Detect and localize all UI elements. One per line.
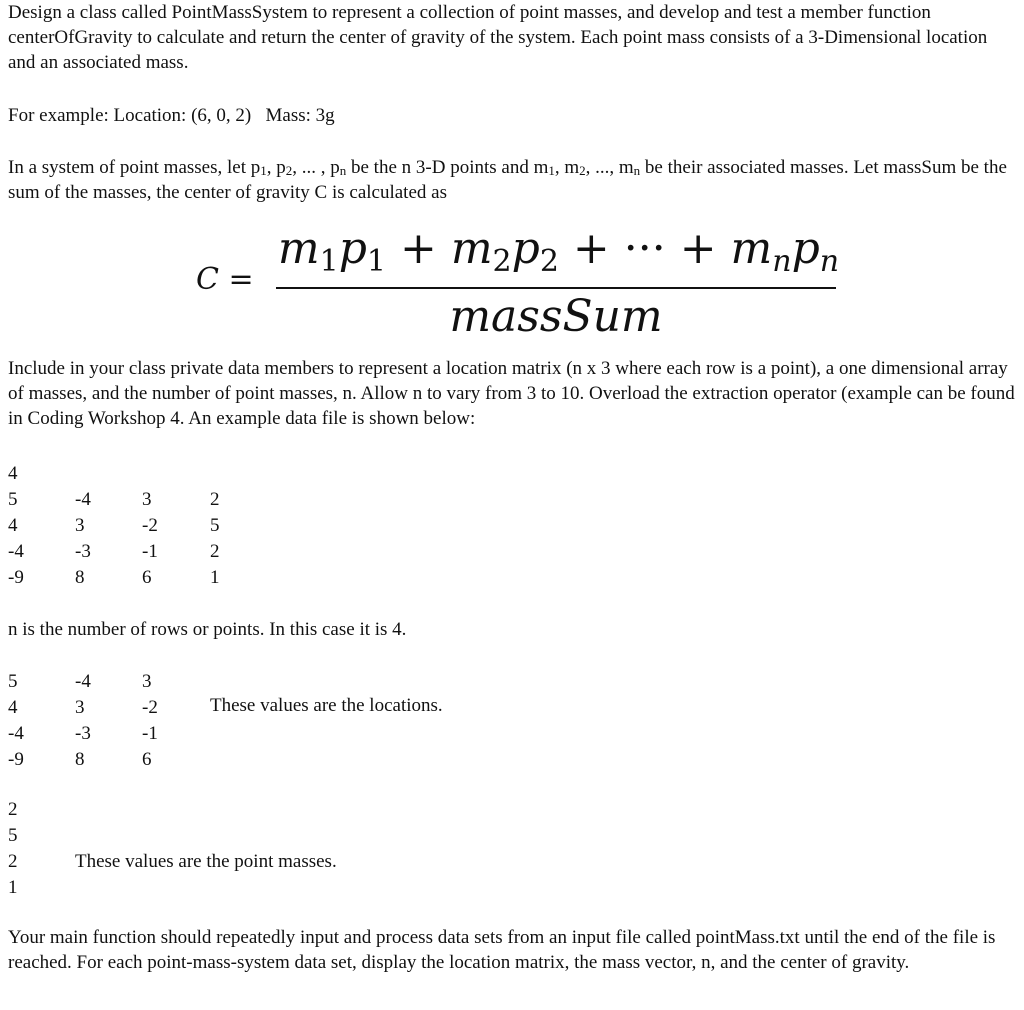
center-of-gravity-formula — [196, 222, 846, 342]
mass-value: 2 — [8, 851, 18, 872]
formula-numerator: $m_1p_1 + m_2p_2$ + ··· + $m_np_n$ — [277, 223, 840, 279]
system-paragraph: In a system of point masses, let $p_1$, $p_2$, ... , $p_n$ be the n 3-D points and $m_1$, $m_2$, ..., $m_n$ be their associated masses. Let massSum be the sum of the masses, the center of gravity C is calculated as — [8, 157, 1007, 203]
formula-denominator: massSum — [449, 291, 663, 342]
mass-value: 2 — [8, 799, 18, 820]
include-paragraph: Include in your class private data members to represent a location matrix (n x 3 where each row is a point), a one dimensional array of masses, and the number of point masses, n. Allow n to vary from 3 to 10. Overload the extraction operator (example can be found in Coding Workshop 4. An example data file is shown below: — [8, 358, 1015, 429]
mass-value: 1 — [8, 877, 18, 898]
mass-value: 5 — [8, 825, 18, 846]
formula-lhs: C = — [196, 262, 254, 297]
masses-note: These values are the point masses. — [75, 851, 337, 872]
main-function-paragraph: Your main function should repeatedly input and process data sets from an input file called pointMass.txt until the end of the file is reached. For each point-mass-system data set, display the location matrix, the mass vector, n, and the center of gravity. — [8, 927, 996, 973]
n-note: n is the number of rows or points. In this case it is 4. — [8, 619, 407, 640]
example-paragraph: For example: Location: (6, 0, 2) Mass: 3g — [8, 105, 335, 126]
data-file-n: 4 — [8, 463, 18, 484]
locations-note: These values are the locations. — [210, 695, 443, 716]
fraction-bar — [276, 287, 836, 289]
intro-paragraph: Design a class called PointMassSystem to represent a collection of point masses, and develop and test a member function centerOfGravity to calculate and return the center of gravity of the system. Each point mass consists of a 3-Dimensional location and an associated mass. — [8, 2, 988, 73]
